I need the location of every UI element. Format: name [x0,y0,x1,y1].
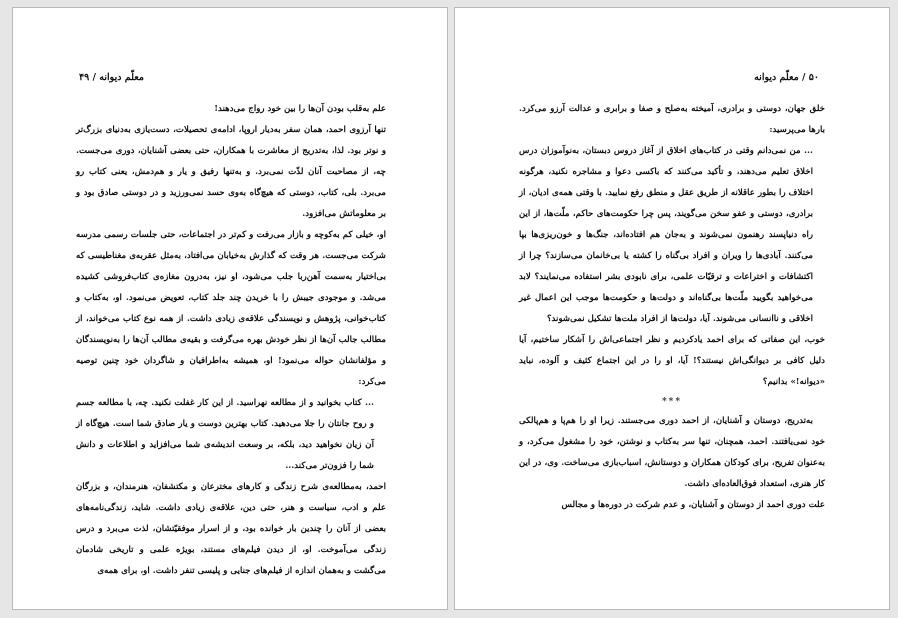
paragraph: خوب، این صفاتی که برای احمد یادکردیم و نظر اجتماعی‌اش را آشکار ساختیم، آیا دلیل کافی بر دیوانگی‌اش نیستند؟! آیا، او را در این اجتماع کثیف و آلوده، نباید «دیوانه!» بدانیم؟ [519,335,825,387]
paragraph: علت دوری احمد از دوستان و آشنایان، و عدم شرکت در دوره‌ها و مجالس [561,500,825,510]
paragraph: علم به‌قلب بودن آن‌ها را بین خود رواج می‌دهند! [214,104,386,114]
page-header: معلّم دیوانه / ۴۹ [79,72,144,83]
quote-paragraph: ... من نمی‌دانم وقتی در کتاب‌های اخلاق از آغاز دروس دبستان، به‌نوآموزان درس اخلاق تعلیم می‌دهند، و تأکید می‌کنند که باکسی دعوا و مشاجره نکنید، هرگونه اختلاف را بطور عاقلانه از طریق عقل و منطق رفع نمایید. با وقتی همه‌ی ادیان، از برادری، دوستی و عفو سخن می‌گویند، پس چرا حکومت‌های حاکم، ملّت‌ها، از این راه دنیاپسند رهنمون نمی‌شوند و به‌جان هم افتاده‌اند، جنگ‌ها و خون‌ریزی‌ها بپا می‌کنند. آبادی‌ها را ویران و افراد بی‌گناه را کشته یا بی‌خانمان می‌سازند؟ چرا از اکتشافات و اختراعات و ترقیّات علمی، برای نابودی بشر استفاده می‌نمایند؟ لابد می‌خواهید بگویید ملّت‌ها بی‌گناه‌اند و دولت‌ها و حکومت‌ها موجب این اعمال غیر اخلاقی و ناانسانی می‌شوند. آیا، دولت‌ها از افراد ملت‌ها تشکیل نمی‌شوند؟ [519,146,813,324]
page-body [76,99,386,582]
page-header: ۵۰ / معلّم دیوانه [754,72,819,83]
left-page [12,7,448,610]
right-page [454,7,890,610]
paragraph: به‌تدریج، دوستان و آشنایان، از احمد دوری می‌جستند. زیرا او را هم‌پا و هم‌پالکی خود نمی‌یافتند. احمد، همچنان، تنها سر به‌کتاب و نوشتن، خود را مشغول می‌کرد، و به‌عنوان تفریح، برای کودکان همکاران و دوستانش، اسباب‌بازی می‌ساخت. وی، در این کار هنری، استعداد فوق‌العاده‌ای داشت. [519,416,825,489]
paragraph: او، خیلی کم به‌کوچه و بازار می‌رفت و کم‌تر در اجتماعات، حتی جلسات رسمی مدرسه شرکت می‌جست. هر وقت که گذارش به‌خیابان می‌افتاد، به‌مثل عقربه‌ی مغناطیسی که بی‌اختیار به‌سمت آهن‌ربا جلب می‌شود، او نیز، به‌درون مغازه‌ی کتاب‌فروشی کشیده می‌شد. و موجودی جیبش را با خریدن چند جلد کتاب، تعویض می‌نمود. او، به‌کتاب و کتاب‌خوانی، پژوهش و نویسندگی علاقه‌ی زیادی داشت. از همه نوع کتاب می‌خواند، از مطالب جالب آن‌ها از نظر خودش بهره می‌گرفت و بقیه‌ی مطالب آن‌ها را به‌نویسندگان و مؤلفانشان حواله می‌نمود! او، همیشه به‌اطرافیان و شاگردان خود چنین توصیه می‌کرد: [76,230,386,387]
paragraph: احمد، به‌مطالعه‌ی شرح زندگی و کارهای مخترعان و مکتشفان، هنرمندان، و بزرگان علم و ادب، سیاست و هنر، حتی دین، علاقه‌ی زیادی داشت. شاید، زندگی‌نامه‌های بعضی از آنان را چندین بار خوانده بود، و از اسرار موفقیّتشان، لذت می‌برد و درس زندگی می‌آموخت. او، از دیدن فیلم‌های مستند، بویژه علمی و تاریخی شادمان می‌گشت و به‌همان اندازه از فیلم‌های جنایی و پلیسی تنفر داشت. او، برای همه‌ی [76,482,386,576]
paragraph: تنها آرزوی احمد، همان سفر به‌دیار اروپا، ادامه‌ی تحصیلات، دست‌یازی به‌دنیای بزرگ‌تر و نوتر بود. لذا، به‌تدریج از معاشرت با همکاران، حتی بعضی آشنایان، دوری می‌جست. چه، از مصاحبت آنان لذّت نمی‌برد. و به‌تنها رفیق و یار و هم‌دمش، یعنی کتاب رو می‌برد. بلی، کتاب، دوستی که هیچ‌گاه به‌وی حسد نمی‌ورزید و در دوستی صادق بود و بر معلوماتش می‌افزود. [76,125,386,219]
quote-paragraph: ... کتاب بخوانید و از مطالعه نهراسید. از این کار غفلت نکنید. چه، با مطالعه جسم و روح جانتان را جلا می‌دهید. کتاب بهترین دوست و یار صادق شما است. هیچ‌گاه از آن زیان نخواهید دید، بلکه، بر وسعت اندیشه‌ی شما می‌افزاید و اطلاعات و دانش شما را فزون‌تر می‌کند... [76,398,374,471]
section-separator: *** [661,397,683,407]
paragraph: خلق جهان، دوستی و برادری، آمیخته به‌صلح و صفا و برابری و عدالت آرزو می‌کرد. بارها می‌پرسید: [519,104,825,135]
page-body [519,99,825,516]
